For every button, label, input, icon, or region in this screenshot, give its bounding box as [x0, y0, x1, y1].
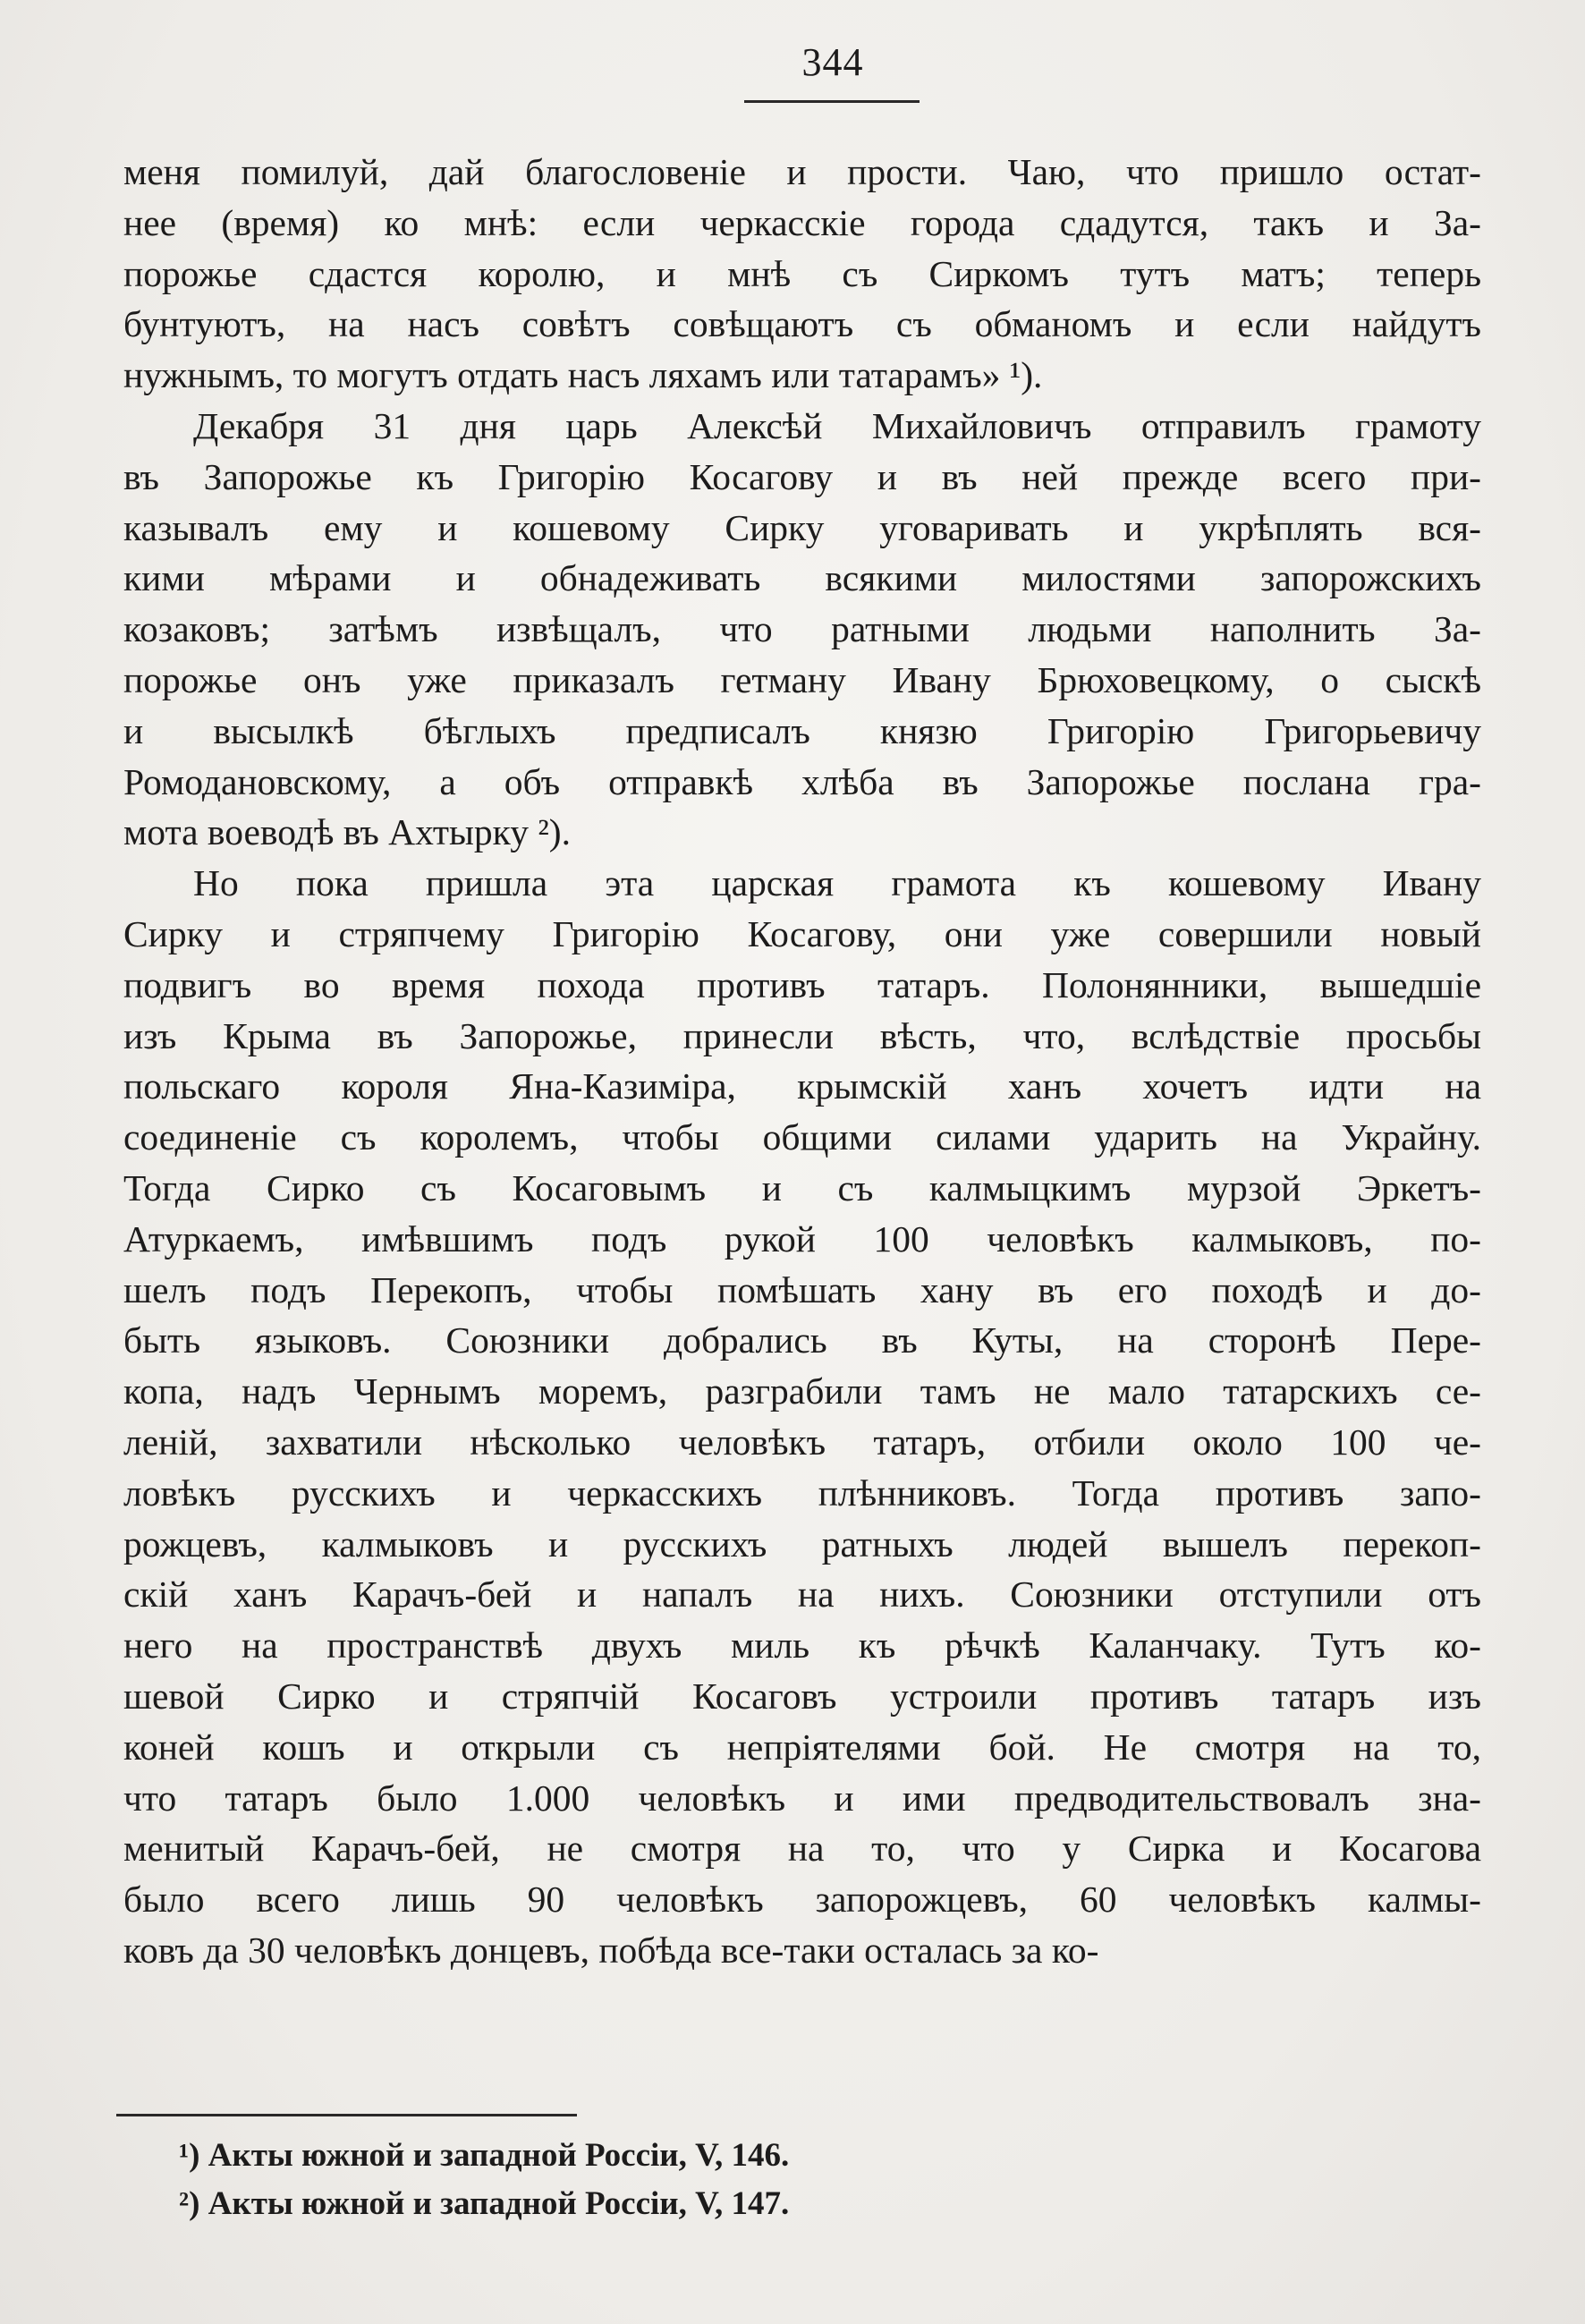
footnotes: [179, 2132, 1342, 2228]
text-line: нее (время) ко мнѣ: если черкасскіе города сдадутся, такъ и За-: [123, 201, 1481, 243]
footnote-marker: ²): [179, 2185, 200, 2222]
text-line: меня помилуй, дай благословеніе и прости. Чаю, что пришло остат-: [123, 151, 1481, 192]
text-line: что татаръ было 1.000 человѣкъ и ими предводительствовалъ зна-: [123, 1777, 1481, 1819]
text-line: шевой Сирко и стряпчій Косаговъ устроили противъ татаръ изъ: [123, 1675, 1481, 1717]
text-line: рожцевъ, калмыковъ и русскихъ ратныхъ людей вышелъ перекоп-: [123, 1522, 1481, 1565]
text-line: изъ Крыма въ Запорожье, принесли вѣсть, что, вслѣдствіе просьбы: [123, 1014, 1481, 1056]
text-line: леній, захватили нѣсколько человѣкъ татаръ, отбили около 100 че-: [123, 1421, 1481, 1463]
text-line: коней кошъ и открыли съ непріятелями бой. Не смотря на то,: [123, 1726, 1481, 1768]
text-line: мота воеводѣ въ Ахтырку ²).: [123, 811, 571, 853]
text-line: подвигъ во время похода противъ татаръ. Полонянники, вышедшіе: [123, 963, 1481, 1005]
footnote: [179, 2132, 1342, 2180]
footnote-marker: ¹): [179, 2137, 200, 2174]
page-number: 344: [801, 40, 864, 84]
text-line: нужнымъ, то могутъ отдать насъ ляхамъ или татарамъ» ¹).: [123, 354, 1043, 396]
text-line: шелъ подъ Перекопъ, чтобы помѣшать хану въ его походѣ и до-: [123, 1268, 1481, 1310]
text-line: ковъ да 30 человѣкъ донцевъ, побѣда все-таки осталась за ко-: [123, 1929, 1099, 1971]
text-line: въ Запорожье къ Григорію Косагову и въ ней прежде всего при-: [123, 455, 1481, 497]
text-line: и высылкѣ бѣглыхъ предписалъ князю Григорію Григорьевичу: [123, 709, 1481, 751]
text-line: казывалъ ему и кошевому Сирку уговаривать и укрѣплять вся-: [123, 506, 1481, 548]
paragraph: [123, 147, 1481, 401]
body-text: [123, 147, 1481, 1976]
text-line: Декабря 31 дня царь Алексѣй Михайловичъ отправилъ грамоту: [193, 404, 1481, 446]
text-line: Атуркаемъ, имѣвшимъ подъ рукой 100 человѣкъ калмыковъ, по-: [123, 1217, 1481, 1260]
paragraph: [123, 858, 1481, 1976]
footnote-text: Акты южной и западной Россіи, V, 147.: [199, 2185, 790, 2222]
text-line: быть языковъ. Союзники добрались въ Куты, на сторонѣ Пере-: [123, 1319, 1481, 1361]
text-line: козаковъ; затѣмъ извѣщалъ, что ратными людьми наполнить За-: [123, 608, 1481, 650]
text-line: него на пространствѣ двухъ миль къ рѣчкѣ Каланчаку. Тутъ ко-: [123, 1624, 1481, 1667]
text-line: Ромодановскому, а объ отправкѣ хлѣба въ Запорожье послана гра-: [123, 760, 1481, 802]
text-line: менитый Карачъ-бей, не смотря на то, что у Сирка и Косагова: [123, 1828, 1481, 1870]
text-line: порожье сдастся королю, и мнѣ съ Сиркомъ тутъ матъ; теперь: [123, 252, 1481, 294]
text-line: соединеніе съ королемъ, чтобы общими силами ударить на Украйну.: [123, 1116, 1481, 1158]
text-line: было всего лишь 90 человѣкъ запорожцевъ, 60 человѣкъ калмы-: [123, 1879, 1481, 1921]
paragraph: [123, 401, 1481, 858]
footnote-rule: [116, 2114, 577, 2116]
text-line: Но пока пришла эта царская грамота къ кошевому Ивану: [193, 862, 1481, 904]
page-number-rule: [744, 100, 920, 103]
text-line: Сирку и стряпчему Григорію Косагову, они уже совершили новый: [123, 912, 1481, 954]
text-line: ловѣкъ русскихъ и черкасскихъ плѣнниковъ. Тогда противъ запо-: [123, 1472, 1481, 1514]
footnote-text: Акты южной и западной Россіи, V, 146.: [199, 2137, 790, 2174]
text-line: кими мѣрами и обнадеживать всякими милостями запорожскихъ: [123, 557, 1481, 599]
footnote: [179, 2180, 1342, 2228]
text-line: порожье онъ уже приказалъ гетману Ивану Брюховецкому, о сыскѣ: [123, 658, 1481, 700]
text-line: Тогда Сирко съ Косаговымъ и съ калмыцкимъ мурзой Эркетъ-: [123, 1166, 1481, 1209]
text-line: скій ханъ Карачъ-бей и напалъ на нихъ. Союзники отступили отъ: [123, 1573, 1481, 1616]
text-line: копа, надъ Чернымъ моремъ, разграбили тамъ не мало татарскихъ се-: [123, 1370, 1481, 1412]
text-line: польскаго короля Яна-Казиміра, крымскій ханъ хочетъ идти на: [123, 1065, 1481, 1107]
text-line: бунтуютъ, на насъ совѣтъ совѣщаютъ съ обманомъ и если найдутъ: [123, 303, 1481, 345]
